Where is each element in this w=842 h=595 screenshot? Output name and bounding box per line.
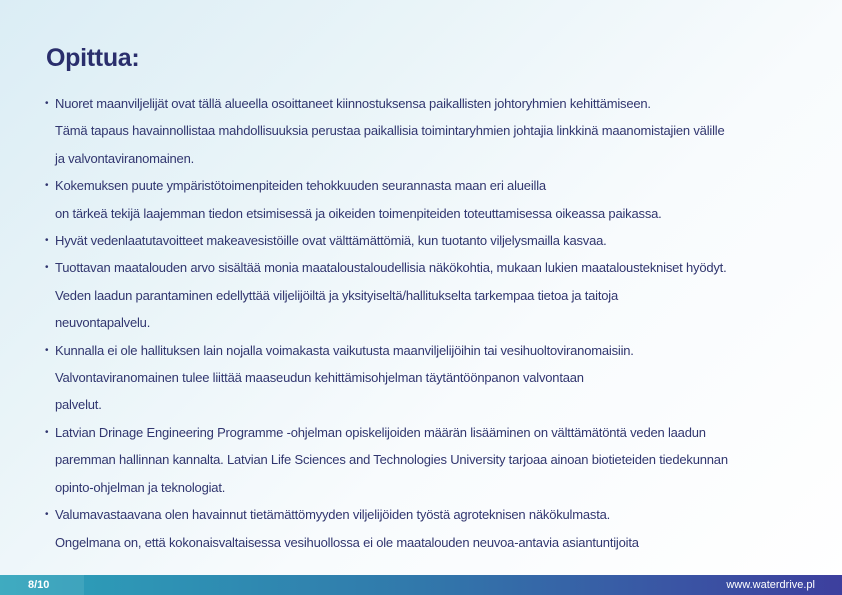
- bullet-text: Hyvät vedenlaatutavoitteet makeavesistöille ovat välttämättömiä, kun tuotanto viljelysmailla kasvaa.: [55, 233, 607, 249]
- bullet-line-continuation: [46, 391, 836, 418]
- bullet-text: opinto-ohjelman ja teknologiat.: [55, 479, 226, 495]
- page-indicator: 8/10: [0, 575, 84, 595]
- bullet-line-continuation: [46, 282, 836, 309]
- bullet-marker-icon: •: [45, 235, 49, 247]
- bullet-text: Tämä tapaus havainnollistaa mahdollisuuksia perustaa paikallisia toimintaryhmien johtajia linkkinä maanomistajien välille: [55, 123, 725, 139]
- bullet-text: Ongelmana on, että kokonaisvaltaisessa vesihuollossa ei ole maatalouden neuvoa-antavia asiantuntijoita: [55, 534, 639, 550]
- bullet-line-first: [46, 172, 836, 199]
- bullet-line-first: [46, 227, 836, 254]
- bullet-marker-icon: •: [45, 262, 49, 274]
- page-title: Opittua:: [46, 44, 140, 72]
- bullet-text: Tuottavan maatalouden arvo sisältää monia maataloustaloudellisia näkökohtia, mukaan lukien maataloustekniset hyödyt.: [55, 260, 727, 276]
- bullet-line-first: [46, 254, 836, 281]
- bullet-text: Valumavastaavana olen havainnut tietämättömyyden viljelijöiden työstä agroteknisen näkökulmasta.: [55, 507, 611, 523]
- bullet-text: Veden laadun parantaminen edellyttää viljelijöiltä ja yksityiseltä/hallitukselta tarkempaa tietoa ja taitoja: [55, 287, 619, 303]
- bullet-line-first: [46, 501, 836, 528]
- bullet-marker-icon: •: [45, 180, 49, 192]
- bullet-list: [46, 90, 836, 556]
- bullet-line-continuation: [46, 309, 836, 336]
- bullet-text: Nuoret maanviljelijät ovat tällä alueella osoittaneet kiinnostuksensa paikallisten johtoryhmien kehittämiseen.: [55, 96, 651, 111]
- website-link[interactable]: www.waterdrive.pl: [726, 579, 815, 591]
- bullet-line-continuation: [46, 529, 836, 556]
- bullet-text: palvelut.: [55, 397, 102, 413]
- bullet-marker-icon: •: [45, 344, 49, 356]
- bullet-marker-icon: •: [45, 509, 49, 521]
- bullet-text: ja valvontaviranomainen.: [55, 150, 195, 166]
- bullet-text: Kunnalla ei ole hallituksen lain nojalla voimakasta vaikutusta maanviljelijöihin tai vesihuoltoviranomaisiin.: [55, 342, 634, 358]
- bullet-line-continuation: [46, 474, 836, 501]
- bullet-marker-icon: •: [45, 426, 49, 438]
- bullet-text: Kokemuksen puute ympäristötoimenpiteiden tehokkuuden seurannasta maan eri alueilla: [55, 178, 546, 194]
- bullet-text: neuvontapalvelu.: [55, 315, 151, 331]
- footer-bar: [0, 575, 842, 595]
- bullet-line-continuation: [46, 145, 836, 172]
- bullet-line-first: [46, 90, 836, 117]
- bullet-text: paremman hallinnan kannalta. Latvian Life Sciences and Technologies University tarjoaa ainoan biotieteiden tiedekunnan: [55, 452, 728, 468]
- bullet-text: on tärkeä tekijä laajemman tiedon etsimisessä ja oikeiden toimenpiteiden toteuttamisessa oikeassa paikassa.: [55, 205, 662, 221]
- bullet-line-continuation: [46, 117, 836, 144]
- bullet-text: Valvontaviranomainen tulee liittää maaseudun kehittämisohjelman täytäntöönpanon valvontaan: [55, 370, 584, 386]
- bullet-line-first: [46, 337, 836, 364]
- bullet-text: Latvian Drinage Engineering Programme -ohjelman opiskelijoiden määrän lisääminen on välttämätöntä veden laadun: [55, 424, 706, 440]
- bullet-marker-icon: •: [45, 98, 49, 109]
- bullet-line-first: [46, 419, 836, 446]
- bullet-line-continuation: [46, 200, 836, 227]
- bullet-line-continuation: [46, 446, 836, 473]
- bullet-line-continuation: [46, 364, 836, 391]
